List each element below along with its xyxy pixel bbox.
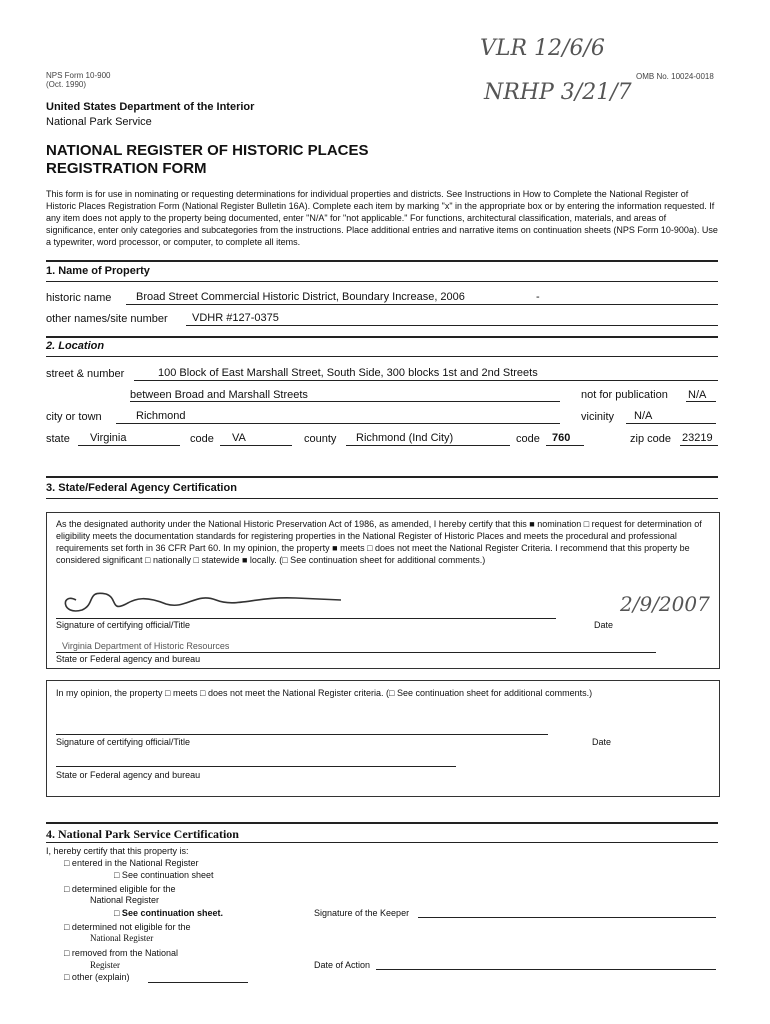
section-divider xyxy=(46,498,718,499)
signature-label-2: Signature of certifying official/Title xyxy=(56,737,191,747)
form-number: NPS Form 10-900 xyxy=(46,71,111,80)
service-name: National Park Service xyxy=(46,116,152,128)
date-label-2: Date xyxy=(592,737,612,747)
state-value[interactable]: Virginia xyxy=(90,432,127,444)
state-code-value[interactable]: VA xyxy=(232,432,246,444)
form-title-line-2: REGISTRATION FORM xyxy=(46,160,207,177)
vicinity-label: vicinity xyxy=(581,411,615,423)
signature-label: Signature of certifying official/Title xyxy=(56,620,191,630)
handwritten-nrhp-date: NRHP 3/21/7 xyxy=(484,80,632,105)
other-names-value[interactable]: VDHR #127-0375 xyxy=(192,312,279,324)
section-divider xyxy=(46,281,718,282)
city-value[interactable]: Richmond xyxy=(136,410,186,422)
other-explain-line xyxy=(148,982,248,983)
other-names-label: other names/site number xyxy=(46,313,168,325)
option-entered[interactable]: □ entered in the National Register xyxy=(64,858,199,868)
section-2-heading: 2. Location xyxy=(46,340,105,352)
other-names-underline xyxy=(186,325,718,326)
section-divider xyxy=(46,822,718,824)
city-underline xyxy=(116,423,560,424)
vicinity-value[interactable]: N/A xyxy=(634,410,653,422)
option-see-continuation-1[interactable]: □ See continuation sheet xyxy=(114,870,214,880)
city-label: city or town xyxy=(46,411,102,423)
vicinity-underline xyxy=(626,423,716,424)
historic-name-value[interactable]: Broad Street Commercial Historic District, Boundary Increase, 2006 xyxy=(136,291,465,303)
section-1-heading: 1. Name of Property xyxy=(46,265,150,277)
nfp-underline xyxy=(686,401,716,402)
county-underline xyxy=(346,445,510,446)
county-code-value[interactable]: 760 xyxy=(552,432,571,444)
street-label: street & number xyxy=(46,368,125,380)
keeper-signature-line[interactable] xyxy=(418,917,716,918)
signature-line xyxy=(56,618,556,619)
section-4-heading: 4. National Park Service Certification xyxy=(46,827,239,841)
historic-name-underline xyxy=(126,304,718,305)
street-2-underline xyxy=(130,401,560,402)
not-for-publication-value[interactable]: N/A xyxy=(688,389,707,401)
option-determined-eligible-line-2: National Register xyxy=(90,895,160,905)
county-code-underline xyxy=(546,445,584,446)
option-other[interactable]: □ other (explain) xyxy=(64,972,130,982)
historic-name-label: historic name xyxy=(46,292,112,304)
certification-text: As the designated authority under the National Historic Preservation Act of 1986, as amended, I hereby certify that this ■ nomination □ request for determination of eligibility meets the documentation standards for registering properties in the National Register of Historic Places and meets the procedural and professional requirements set forth in 36 CFR Part 60. In my opinion, the property ■ meets □ does not meet the National Register Criteria. I recommend that this property be considered significant □ nationally □ statewide ■ locally. (□ See continuation sheet for additional comments.) xyxy=(56,519,702,565)
state-code-label: code xyxy=(190,433,214,445)
street-underline xyxy=(134,380,718,381)
opinion-text: In my opinion, the property □ meets □ does not meet the National Register criteria. (□ See continuation sheet for additional comments.) xyxy=(56,688,593,698)
option-see-continuation-2[interactable]: □ See continuation sheet. xyxy=(114,908,223,918)
state-label: state xyxy=(46,433,70,445)
option-removed[interactable]: □ removed from the National xyxy=(64,948,178,958)
section-divider xyxy=(46,260,718,262)
handwritten-vlr-date: VLR 12/6/6 xyxy=(480,36,605,61)
zip-value[interactable]: 23219 xyxy=(682,432,713,444)
section-3-heading: 3. State/Federal Agency Certification xyxy=(46,482,237,494)
keeper-signature-label: Signature of the Keeper xyxy=(314,908,410,918)
nps-cert-intro: I, hereby certify that this property is: xyxy=(46,846,189,856)
agency-value: Virginia Department of Historic Resources xyxy=(62,641,230,651)
signature-line-2 xyxy=(56,734,548,735)
option-not-eligible-line-2: National Register xyxy=(90,933,154,943)
option-removed-line-2: Register xyxy=(90,960,120,970)
county-code-label: code xyxy=(516,433,540,445)
certifying-signature xyxy=(56,582,356,622)
section-divider xyxy=(46,336,718,338)
zip-label: zip code xyxy=(630,433,671,445)
zip-underline xyxy=(680,445,718,446)
instructions-paragraph: This form is for use in nominating or requesting determinations for individual properties and districts. See Instructions in How to Complete the National Register of Historic Places Registration Form (National Register Bulletin 16A). Complete each item by marking "x" in the appropriate box or by entering the information requested. If any item does not apply to the property being documented, enter "N/A" for "not applicable." For functions, architectural classification, materials, and areas of significance, enter only categories and subcategories from the instructions. Place additional entries and narrative items on continuation sheets (NPS Form 10-900a). Use a typewriter, word processor, or computer, to complete all items. xyxy=(46,189,718,247)
not-for-publication-label: not for publication xyxy=(581,389,668,401)
county-value[interactable]: Richmond (Ind City) xyxy=(356,432,454,444)
section-divider xyxy=(46,356,718,357)
street-value[interactable]: 100 Block of East Marshall Street, South Side, 300 blocks 1st and 2nd Streets xyxy=(158,367,538,379)
state-underline xyxy=(78,445,180,446)
agency-label: State or Federal agency and bureau xyxy=(56,654,201,664)
agency-line-2 xyxy=(56,766,456,767)
form-title-line-1: NATIONAL REGISTER OF HISTORIC PLACES xyxy=(46,142,369,159)
omb-number: OMB No. 10024-0018 xyxy=(636,72,714,81)
date-of-action-line[interactable] xyxy=(376,969,716,970)
department-name: United States Department of the Interior xyxy=(46,101,255,113)
date-of-action-label: Date of Action xyxy=(314,960,371,970)
county-label: county xyxy=(304,433,337,445)
certification-date-value: 2/9/2007 xyxy=(620,592,710,616)
form-date: (Oct. 1990) xyxy=(46,80,87,89)
historic-name-suffix: - xyxy=(536,291,540,303)
state-code-underline xyxy=(220,445,292,446)
agency-label-2: State or Federal agency and bureau xyxy=(56,770,201,780)
section-divider xyxy=(46,476,718,478)
date-label: Date xyxy=(594,620,614,630)
agency-line xyxy=(56,652,656,653)
section-divider xyxy=(46,842,718,843)
option-determined-eligible[interactable]: □ determined eligible for the xyxy=(64,884,176,894)
option-not-eligible[interactable]: □ determined not eligible for the xyxy=(64,922,191,932)
street-value-line-2[interactable]: between Broad and Marshall Streets xyxy=(130,389,308,401)
